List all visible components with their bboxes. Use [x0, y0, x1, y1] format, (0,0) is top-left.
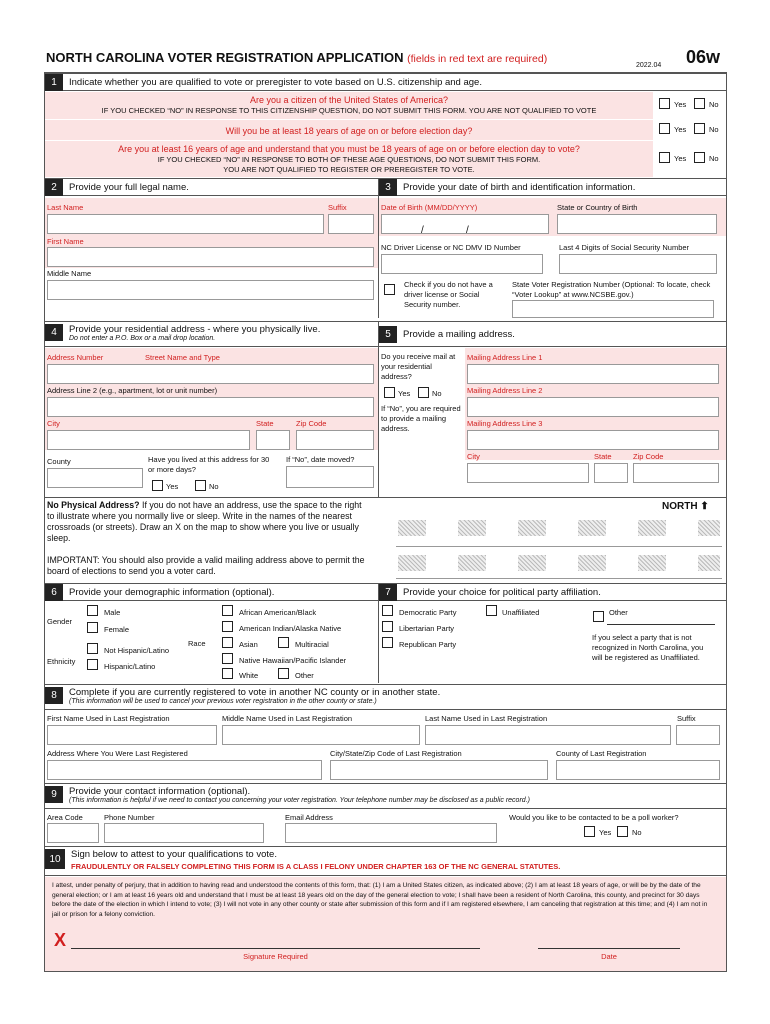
ethnicity-label: Ethnicity	[47, 657, 76, 666]
not-hispanic-label: Not Hispanic/Latino	[104, 646, 170, 655]
first-name-input[interactable]	[47, 247, 374, 267]
other-race-label: Other	[295, 671, 314, 680]
receive-no-checkbox[interactable]	[418, 387, 429, 398]
first-name-label: First Name	[47, 237, 84, 246]
birth-state-input[interactable]	[557, 214, 717, 234]
party-note: If you select a party that is not recognized in North Carolina, you will be registered as Unaffiliated.	[592, 633, 704, 662]
area-code-label: Area Code	[47, 813, 83, 822]
other-party-checkbox[interactable]	[593, 611, 604, 622]
prev-first-label: First Name Used in Last Registration	[47, 714, 170, 723]
hispanic-checkbox[interactable]	[87, 659, 98, 670]
dl-input[interactable]	[381, 254, 543, 274]
lib-checkbox[interactable]	[382, 621, 393, 632]
age18-yes-checkbox[interactable]	[659, 123, 670, 134]
age18-question: Will you be at least 18 years of age on or before election day?	[225, 126, 473, 136]
mail-line3-label: Mailing Address Line 3	[467, 419, 543, 428]
section-5-header: 5 Provide a mailing address.	[379, 321, 726, 347]
section-1-header: 1 Indicate whether you are qualified to vote or preregister to vote based on U.S. citizenship and age.	[45, 73, 726, 91]
mail-city-label: City	[467, 452, 480, 461]
receive-yes-label: Yes	[398, 389, 411, 398]
addr-line2-input[interactable]	[47, 397, 374, 417]
mail-line1-label: Mailing Address Line 1	[467, 353, 543, 362]
section-9-header: 9 Provide your contact information (optional). (This information is helpful if we need to contact you concerning your voter registration. Your telephone number may be disclosed as a public record.)	[45, 783, 726, 809]
unaffiliated-label: Unaffiliated	[502, 608, 540, 617]
lived30-label: Have you lived at this address for 30 or more days?	[148, 455, 270, 474]
birth-state-label: State or Country of Birth	[557, 203, 638, 212]
not-hispanic-checkbox[interactable]	[87, 643, 98, 654]
middle-name-label: Middle Name	[47, 269, 92, 278]
multiracial-checkbox[interactable]	[278, 637, 289, 648]
section-4-header: 4 Provide your residential address - where you physically live. Do not enter a P.O. Box or a mail drop location.	[45, 321, 378, 347]
state-input[interactable]	[256, 430, 290, 450]
state-label: State	[256, 419, 274, 428]
age18-no-checkbox[interactable]	[694, 123, 705, 134]
mail-zip-input[interactable]	[633, 463, 719, 483]
county-input[interactable]	[47, 468, 143, 488]
lived30-yes-checkbox[interactable]	[152, 480, 163, 491]
race-label: Race	[188, 639, 206, 648]
prev-county-input[interactable]	[556, 760, 720, 780]
dob-slash-2: /	[466, 225, 469, 236]
prev-suffix-input[interactable]	[676, 725, 720, 745]
section-7-header: 7 Provide your choice for political party affiliation.	[379, 583, 726, 601]
dem-checkbox[interactable]	[382, 605, 393, 616]
phone-input[interactable]	[104, 823, 264, 843]
citizen-note: IF YOU CHECKED “NO” IN RESPONSE TO THIS CITIZENSHIP QUESTION, DO NOT SUBMIT THIS FORM. YOU ARE NOT QUALIFIED TO VOTE	[101, 106, 597, 115]
date-label: Date	[601, 952, 617, 961]
rep-label: Republican Party	[399, 640, 457, 649]
rep-checkbox[interactable]	[382, 637, 393, 648]
receive-yes-checkbox[interactable]	[384, 387, 395, 398]
gender-label: Gender	[47, 617, 73, 626]
receive-mail-label: Do you receive mail at your residential address?	[381, 352, 456, 381]
dob-input[interactable]	[381, 214, 549, 234]
mail-required-note: If “No”, you are required to provide a mailing address.	[381, 404, 461, 433]
dl-label: NC Driver License or NC DMV ID Number	[381, 243, 521, 252]
signature-line[interactable]	[71, 948, 480, 949]
section-2-header: 2 Provide your full legal name.	[45, 178, 378, 196]
city-input[interactable]	[47, 430, 250, 450]
citizen-no-checkbox[interactable]	[694, 98, 705, 109]
dob-label: Date of Birth (MM/DD/YYYY)	[381, 203, 478, 212]
date-moved-label: If “No”, date moved?	[286, 455, 355, 464]
mail-zip-label: Zip Code	[633, 452, 664, 461]
form-title: NORTH CAROLINA VOTER REGISTRATION APPLICATION (fields in red text are required)	[46, 50, 548, 65]
no-id-checkbox[interactable]	[384, 284, 395, 295]
white-checkbox[interactable]	[222, 668, 233, 679]
no-physical-text: No Physical Address? If you do not have an address, use the space to the right to illustrate where you normally live or sleep. Write in the names of the nearest crossroads (or streets). Draw an X on the map to show where you live or usually sleep.	[47, 500, 362, 543]
county-label: County	[47, 457, 71, 466]
mail-line1-input[interactable]	[467, 364, 719, 384]
other-race-checkbox[interactable]	[278, 668, 289, 679]
nh-checkbox[interactable]	[222, 653, 233, 664]
aa-checkbox[interactable]	[222, 605, 233, 616]
white-label: White	[239, 671, 259, 680]
mail-line3-input[interactable]	[467, 430, 719, 450]
poll-worker-label: Would you like to be contacted to be a poll worker?	[509, 813, 679, 822]
important-note: IMPORTANT: You should also provide a valid mailing address above to permit the board of elections to send you a voter card.	[47, 555, 365, 576]
lib-label: Libertarian Party	[399, 624, 455, 633]
section-8-header: 8 Complete if you are currently registered to vote in another NC county or in another state. (This information will be used to cancel your previous voter registration in the other county or state.)	[45, 684, 726, 710]
form-version: 2022.04	[636, 62, 662, 69]
zip-label: Zip Code	[296, 419, 327, 428]
north-indicator: NORTH ⬆	[662, 501, 709, 512]
dem-label: Democratic Party	[399, 608, 457, 617]
addr-num-label: Address Number	[47, 353, 104, 362]
no-id-label: Check if you do not have a driver license or Social Security number.	[404, 280, 493, 309]
aa-label: African American/Black	[239, 608, 317, 617]
lived30-no-label: No	[209, 482, 219, 491]
mail-line2-input[interactable]	[467, 397, 719, 417]
prev-middle-input[interactable]	[222, 725, 420, 745]
poll-no-checkbox[interactable]	[617, 826, 628, 837]
phone-label: Phone Number	[104, 813, 155, 822]
citizen-question: Are you a citizen of the United States of America?	[249, 95, 449, 105]
hispanic-label: Hispanic/Latino	[104, 662, 156, 671]
mail-state-label: State	[594, 452, 612, 461]
citizen-no-label: No	[709, 100, 719, 109]
asian-checkbox[interactable]	[222, 637, 233, 648]
section-10-header: 10 Sign below to attest to your qualifications to vote. FRAUDULENTLY OR FALSELY COMPLETING THIS FORM IS A CLASS I FELONY UNDER CHAPTER 163 OF THE NC GENERAL STATUTES.	[45, 846, 726, 876]
age18-yes-label: Yes	[674, 125, 687, 134]
zip-input[interactable]	[296, 430, 374, 450]
prev-addr-input[interactable]	[47, 760, 322, 780]
age18-no-label: No	[709, 125, 719, 134]
svrn-label: State Voter Registration Number (Optional: To locate, check “Voter Lookup” at www.NCSBE.gov.)	[512, 280, 711, 299]
section-6-header: 6 Provide your demographic information (optional).	[45, 583, 378, 601]
age16-no-checkbox[interactable]	[694, 152, 705, 163]
mail-city-input[interactable]	[467, 463, 589, 483]
other-party-label: Other	[609, 608, 628, 617]
asian-label: Asian	[239, 640, 258, 649]
ssn-input[interactable]	[559, 254, 717, 274]
age16-yes-checkbox[interactable]	[659, 152, 670, 163]
signature-label: Signature Required	[243, 952, 308, 961]
prev-county-label: County of Last Registration	[556, 749, 647, 758]
prev-last-label: Last Name Used in Last Registration	[425, 714, 548, 723]
female-label: Female	[104, 625, 130, 634]
suffix-label: Suffix	[328, 203, 347, 212]
signature-x: X	[54, 930, 67, 950]
date-moved-input[interactable]	[286, 466, 374, 488]
ssn-label: Last 4 Digits of Social Security Number	[559, 243, 690, 252]
prev-addr-label: Address Where You Were Last Registered	[47, 749, 188, 758]
prev-csz-label: City/State/Zip Code of Last Registration	[330, 749, 462, 758]
male-checkbox[interactable]	[87, 605, 98, 616]
city-label: City	[47, 419, 60, 428]
attestation-text: I attest, under penalty of perjury, that in addition to having read and understood the contents of this form, that: (1) I am a United States citizen, as indicated above; (2) I am at least 18 years of age, or will be by the date of the general election; or I am at least 16 years old and understand that I must be at least 18 years old on the day of the general election to vote; I shall have been a resident of North Carolina, this county, and precinct for 30 days before the date of the election in which I intend to vote; (3) I will not vote in any other county or state after submission of this form and if I am registered elsewhere, I am canceling that registration at this time; and (4) I am not in jail or prison for a felony conviction.	[52, 882, 708, 918]
addr-line2-label: Address Line 2 (e.g., apartment, lot or unit number)	[47, 386, 218, 395]
age16-no-label: No	[709, 154, 719, 163]
citizen-yes-label: Yes	[674, 100, 687, 109]
age16-yes-label: Yes	[674, 154, 687, 163]
poll-yes-label: Yes	[599, 828, 612, 837]
prev-suffix-label: Suffix	[677, 714, 696, 723]
suffix-input[interactable]	[328, 214, 374, 234]
prev-last-input[interactable]	[425, 725, 671, 745]
male-label: Male	[104, 608, 121, 617]
street-input[interactable]	[47, 364, 374, 384]
dob-slash-1: /	[421, 225, 424, 236]
citizen-yes-checkbox[interactable]	[659, 98, 670, 109]
prev-csz-input[interactable]	[330, 760, 548, 780]
mail-line2-label: Mailing Address Line 2	[467, 386, 543, 395]
lived30-no-checkbox[interactable]	[195, 480, 206, 491]
poll-yes-checkbox[interactable]	[584, 826, 595, 837]
email-label: Email Address	[285, 813, 333, 822]
street-label: Street Name and Type	[145, 353, 220, 362]
prev-middle-label: Middle Name Used in Last Registration	[222, 714, 353, 723]
lived30-yes-label: Yes	[166, 482, 179, 491]
receive-no-label: No	[432, 389, 442, 398]
svrn-input[interactable]	[512, 300, 714, 318]
ai-checkbox[interactable]	[222, 621, 233, 632]
prev-first-input[interactable]	[47, 725, 217, 745]
nh-label: Native Hawaiian/Pacific Islander	[239, 656, 347, 665]
age-note-2: YOU ARE NOT QUALIFIED TO REGISTER OR PREREGISTER TO VOTE.	[223, 165, 475, 174]
poll-no-label: No	[632, 828, 642, 837]
unaffiliated-checkbox[interactable]	[486, 605, 497, 616]
area-code-input[interactable]	[47, 823, 99, 843]
date-line[interactable]	[538, 948, 680, 949]
last-name-label: Last Name	[47, 203, 84, 212]
middle-name-input[interactable]	[47, 280, 374, 300]
form-code: 06w	[686, 47, 721, 67]
email-input[interactable]	[285, 823, 497, 843]
section-3-header: 3 Provide your date of birth and identification information.	[379, 178, 726, 196]
multiracial-label: Multiracial	[295, 640, 329, 649]
last-name-input[interactable]	[47, 214, 324, 234]
female-checkbox[interactable]	[87, 622, 98, 633]
age-note-1: IF YOU CHECKED “NO” IN RESPONSE TO BOTH OF THESE AGE QUESTIONS, DO NOT SUBMIT THIS FORM.	[157, 155, 541, 164]
mail-state-input[interactable]	[594, 463, 628, 483]
age16-question: Are you at least 16 years of age and understand that you must be 18 years of age on or before election day to vote?	[118, 144, 580, 154]
ai-label: American Indian/Alaska Native	[239, 624, 342, 633]
